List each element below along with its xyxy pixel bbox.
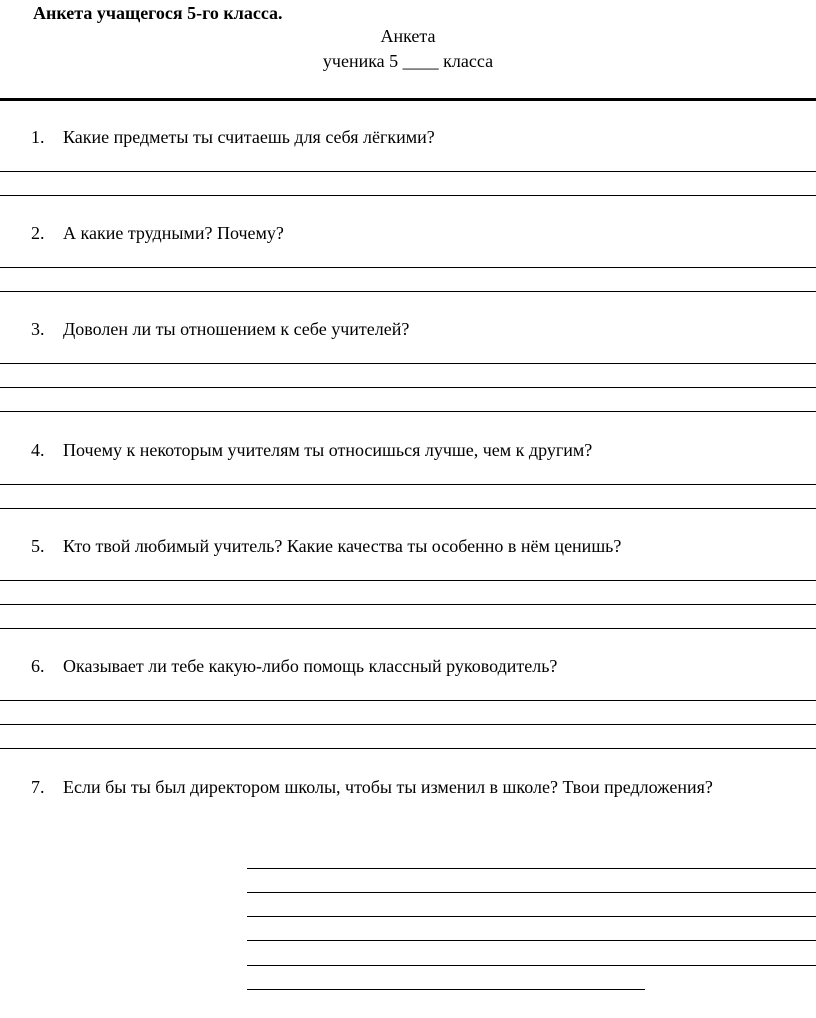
question-text: Доволен ли ты отношением к себе учителей?: [63, 319, 410, 339]
answer-line[interactable]: [0, 171, 816, 172]
answer-line[interactable]: [0, 700, 816, 701]
answer-line[interactable]: [247, 965, 816, 966]
answer-line[interactable]: [0, 267, 816, 268]
answer-line[interactable]: [0, 484, 816, 485]
question-3: [31, 317, 771, 341]
answer-line[interactable]: [247, 892, 816, 893]
question-number: 3.: [31, 319, 45, 339]
form-subtitle: ученика 5 ____ класса: [322, 51, 494, 71]
answer-line[interactable]: [0, 508, 816, 509]
question-text: Если бы ты был директором школы, чтобы ты изменил в школе? Твои предложения?: [63, 777, 713, 797]
question-text: А какие трудными? Почему?: [63, 223, 284, 243]
question-number: 4.: [31, 440, 45, 460]
answer-line[interactable]: [0, 724, 816, 725]
question-text: Оказывает ли тебе какую-либо помощь классный руководитель?: [63, 656, 558, 676]
header-divider: [0, 98, 816, 101]
answer-line[interactable]: [0, 411, 816, 412]
answer-line[interactable]: [247, 868, 816, 869]
answer-line[interactable]: [0, 291, 816, 292]
answer-line[interactable]: [0, 580, 816, 581]
answer-line[interactable]: [247, 940, 816, 941]
form-title: Анкета: [380, 26, 436, 46]
answer-line[interactable]: [247, 989, 645, 990]
question-number: 7.: [31, 777, 45, 797]
answer-line[interactable]: [0, 604, 816, 605]
question-number: 1.: [31, 127, 45, 147]
form-heading: Анкета учащегося 5-го класса.: [33, 3, 283, 23]
answer-line[interactable]: [0, 387, 816, 388]
question-6: [31, 654, 771, 678]
question-5: [31, 534, 771, 558]
question-2: [31, 221, 771, 245]
answer-line[interactable]: [0, 363, 816, 364]
question-7: [31, 775, 771, 799]
question-text: Какие предметы ты считаешь для себя лёгкими?: [63, 127, 435, 147]
answer-line[interactable]: [0, 748, 816, 749]
question-4: [31, 438, 771, 462]
question-text: Кто твой любимый учитель? Какие качества ты особенно в нём ценишь?: [63, 536, 622, 556]
answer-line[interactable]: [247, 916, 816, 917]
question-number: 6.: [31, 656, 45, 676]
question-1: [31, 125, 771, 149]
question-number: 5.: [31, 536, 45, 556]
answer-line[interactable]: [0, 195, 816, 196]
question-number: 2.: [31, 223, 45, 243]
question-text: Почему к некоторым учителям ты относишься лучше, чем к другим?: [63, 440, 593, 460]
answer-line[interactable]: [0, 628, 816, 629]
